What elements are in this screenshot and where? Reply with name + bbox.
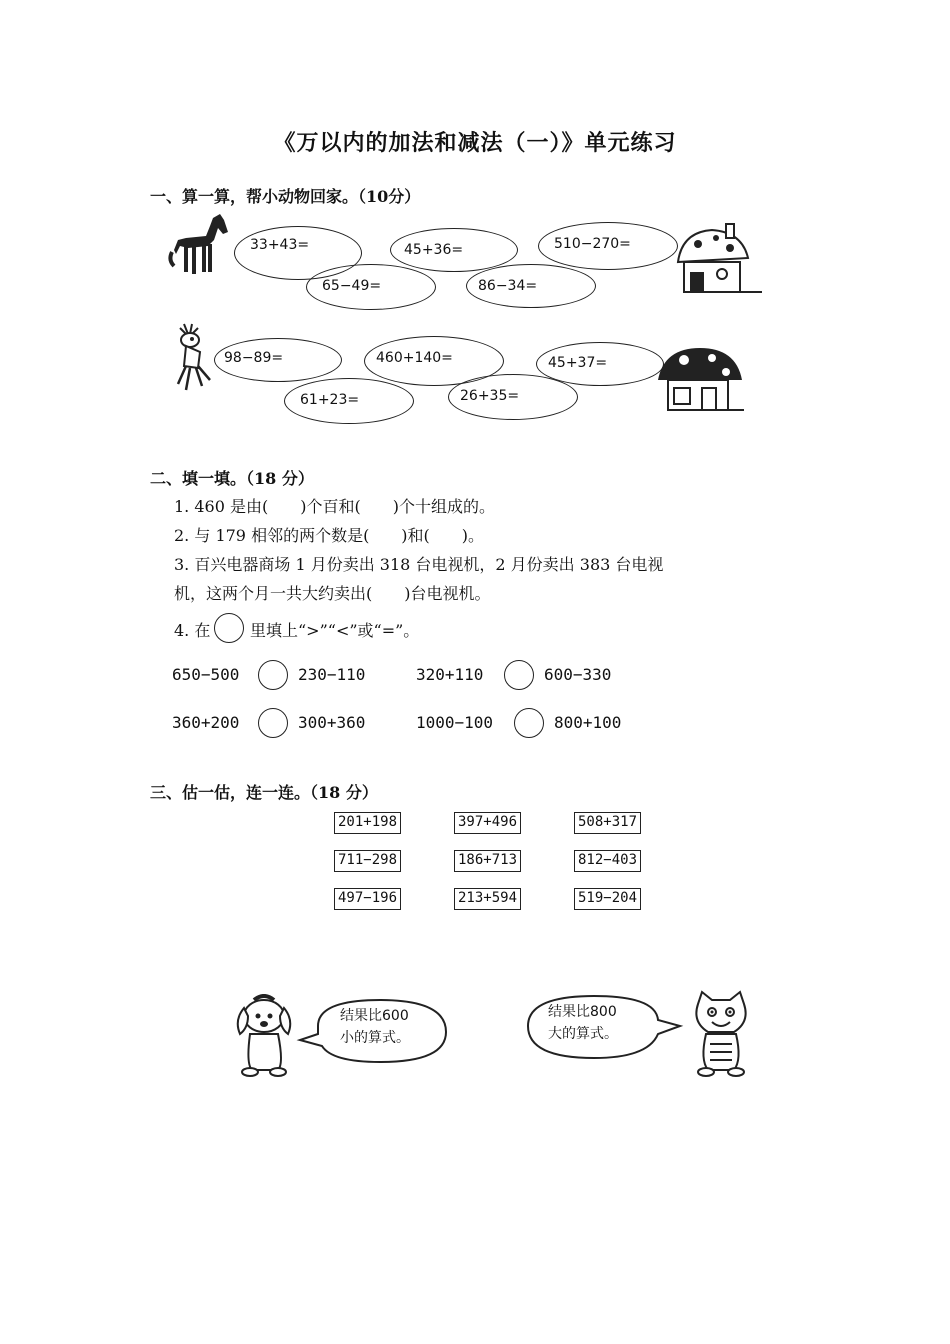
mushroom-house-illustration [654, 344, 746, 418]
problem-text: 86−34= [478, 278, 538, 294]
problem-text: 65−49= [322, 278, 382, 294]
bubble-left-line2: 小的算式。 [340, 1030, 410, 1046]
estimate-box[interactable]: 711−298 [334, 850, 401, 872]
estimate-box[interactable]: 397+496 [454, 812, 521, 834]
cat-illustration [686, 990, 756, 1078]
compare-left: 650−500 [172, 665, 240, 684]
question-3-line1: 3. 百兴电器商场 1 月份卖出 318 台电视机，2 月份卖出 383 台电视 [174, 555, 664, 574]
estimate-box[interactable]: 812−403 [574, 850, 641, 872]
problem-text: 33+43= [250, 237, 310, 253]
bubble-left-line1: 结果比600 [340, 1008, 409, 1024]
problem-text: 510−270= [554, 236, 631, 252]
dog-illustration [232, 994, 298, 1078]
question-4-prefix: 4. 在 [174, 621, 211, 640]
bubble-right-line2: 大的算式。 [548, 1026, 618, 1042]
problem-text: 61+23= [300, 392, 360, 408]
compare-right: 800+100 [554, 713, 622, 732]
question-2: 2. 与 179 相邻的两个数是( )和( )。 [174, 526, 485, 545]
estimate-box[interactable]: 201+198 [334, 812, 401, 834]
problem-text: 26+35= [460, 388, 520, 404]
compare-right: 230−110 [298, 665, 366, 684]
estimate-box[interactable]: 213+594 [454, 888, 521, 910]
compare-circle[interactable] [258, 708, 288, 738]
estimate-box[interactable]: 186+713 [454, 850, 521, 872]
section1-heading: 一、算一算，帮小动物回家。（10分） [150, 187, 421, 206]
deer-illustration [170, 322, 216, 396]
compare-right: 600−330 [544, 665, 612, 684]
problem-text: 98−89= [224, 350, 284, 366]
compare-left: 1000−100 [416, 713, 494, 732]
question-4-suffix: 里填上“>”“<”或“=”。 [250, 621, 420, 640]
bubble-right-line1: 结果比800 [548, 1004, 617, 1020]
problem-text: 45+37= [548, 355, 608, 371]
compare-circle[interactable] [514, 708, 544, 738]
house-illustration [668, 222, 764, 298]
compare-left: 360+200 [172, 713, 240, 732]
estimate-box[interactable]: 508+317 [574, 812, 641, 834]
question-1: 1. 460 是由( )个百和( )个十组成的。 [174, 497, 495, 516]
horse-illustration [168, 210, 236, 282]
estimate-box[interactable]: 519−204 [574, 888, 641, 910]
page-title: 《万以内的加法和减法（一）》单元练习 [273, 130, 677, 156]
answer-circle [214, 613, 244, 643]
estimate-box[interactable]: 497−196 [334, 888, 401, 910]
question-3-line2: 机，这两个月一共大约卖出( )台电视机。 [174, 584, 491, 603]
compare-right: 300+360 [298, 713, 366, 732]
problem-text: 45+36= [404, 242, 464, 258]
compare-left: 320+110 [416, 665, 484, 684]
problem-text: 460+140= [376, 350, 453, 366]
compare-circle[interactable] [504, 660, 534, 690]
section2-heading: 二、填一填。（18 分） [150, 469, 314, 488]
compare-circle[interactable] [258, 660, 288, 690]
section3-heading: 三、估一估，连一连。（18 分） [150, 783, 378, 802]
